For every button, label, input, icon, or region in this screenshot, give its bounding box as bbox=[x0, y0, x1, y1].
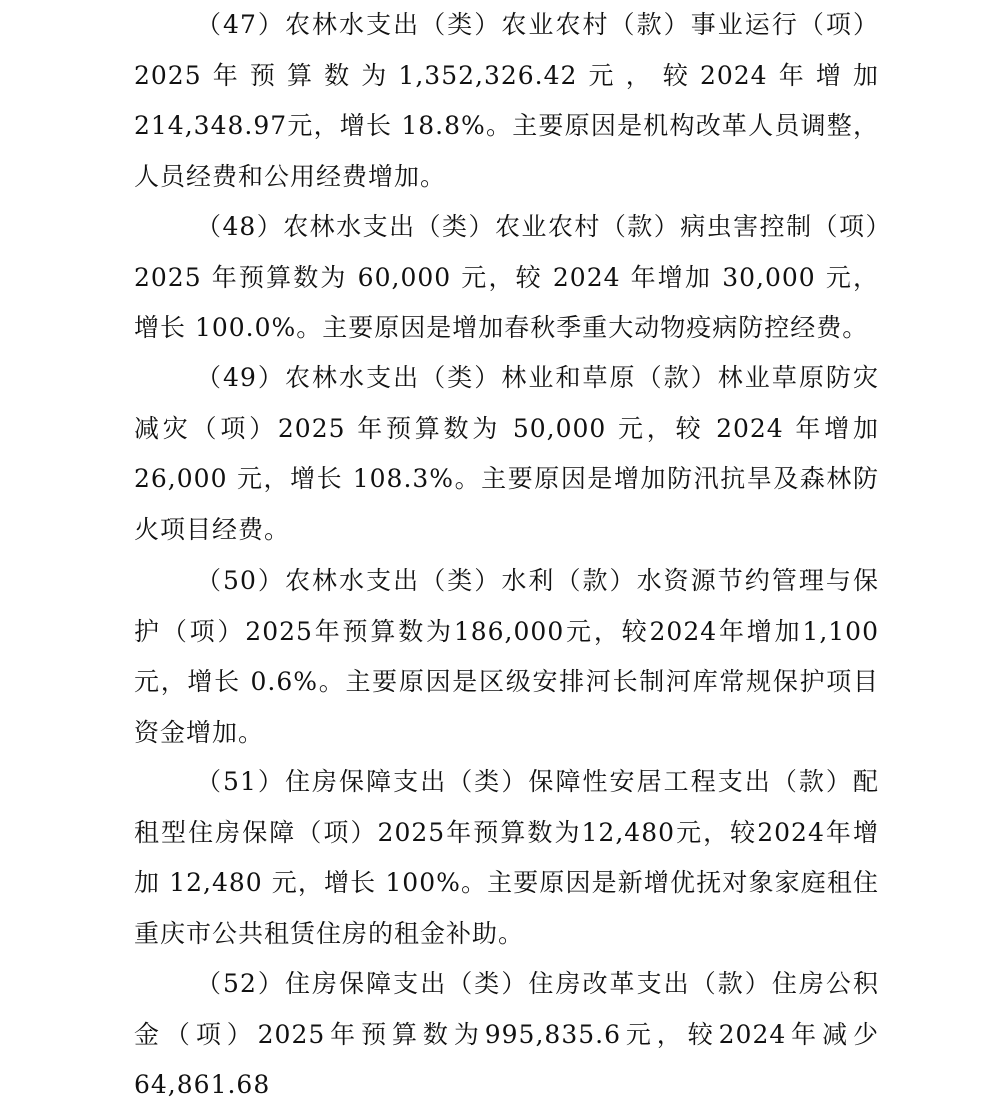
paragraph-item-50: （50）农林水支出（类）水利（款）水资源节约管理与保护（项）2025年预算数为186,000元，较2024年增加1,100元，增长 0.6%。主要原因是区级安排河长制河库常规保护项目资金增加。 bbox=[134, 566, 879, 747]
paragraph-item-51: （51）住房保障支出（类）保障性安居工程支出（款）配租型住房保障（项）2025年预算数为12,480元，较2024年增加 12,480 元，增长 100%。主要原因是新增优抚对象家庭租住重庆市公共租赁住房的租金补助。 bbox=[134, 767, 879, 948]
paragraph-item-47: （47）农林水支出（类）农业农村（款）事业运行（项）2025年预算数为1,352,326.42元，较2024年增加214,348.97元，增长 18.8%。主要原因是机构改革人员调整，人员经费和公用经费增加。 bbox=[134, 10, 879, 191]
paragraph-item-52: （52）住房保障支出（类）住房改革支出（款）住房公积金（项）2025年预算数为995,835.6元，较2024年减少64,861.68 bbox=[134, 969, 879, 1099]
paragraph-item-49: （49）农林水支出（类）林业和草原（款）林业草原防灾减灾（项）2025 年预算数为 50,000 元，较 2024 年增加 26,000 元，增长 108.3%。主要原因是增加防汛抗旱及森林防火项目经费。 bbox=[134, 363, 879, 544]
paragraph-item-48: （48）农林水支出（类）农业农村（款）病虫害控制（项）2025 年预算数为 60,000 元，较 2024 年增加 30,000 元，增长 100.0%。主要原因是增加春秋季重大动物疫病防控经费。 bbox=[134, 212, 879, 342]
